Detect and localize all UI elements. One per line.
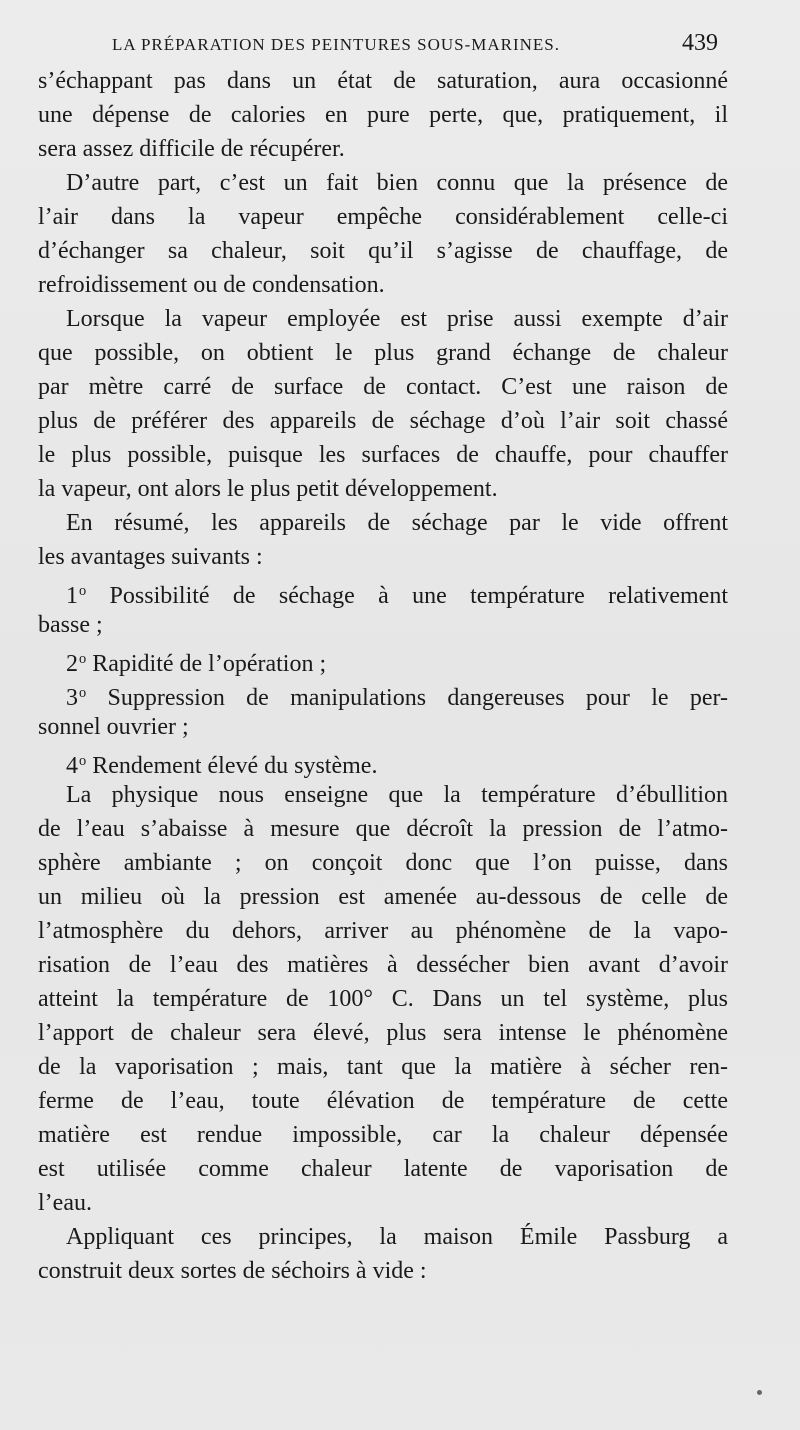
- line-text: la vapeur, ont alors le plus petit développement.: [38, 476, 498, 502]
- list-number: 4$^o$: [66, 752, 87, 779]
- text-line: [38, 948, 728, 982]
- line-text: construit deux sortes de séchoirs à vide :: [38, 1258, 427, 1284]
- text-line: [38, 1050, 728, 1084]
- line-text: l’eau.: [38, 1190, 92, 1216]
- line-text: par mètre carré de surface de contact. C’est une raison de: [38, 374, 728, 400]
- ordinal-mark: o: [79, 753, 87, 769]
- line-text: sera assez difficile de récupérer.: [38, 136, 345, 162]
- line-text: l’apport de chaleur sera élevé, plus sera intense le phénomène: [38, 1020, 728, 1046]
- line-text: plus de préférer des appareils de séchage d’où l’air soit chassé: [38, 408, 728, 434]
- text-line: [38, 200, 728, 234]
- text-line: [38, 1152, 728, 1186]
- text-line: [38, 812, 728, 846]
- line-text: de l’eau s’abaisse à mesure que décroît la pression de l’atmo-: [38, 816, 728, 842]
- line-text: Lorsque la vapeur employée est prise aussi exempte d’air: [66, 306, 728, 332]
- text-line: [38, 404, 728, 438]
- line-text: matière est rendue impossible, car la chaleur dépensée: [38, 1122, 728, 1148]
- line-text: atteint la température de 100° C. Dans un tel système, plus: [38, 986, 728, 1012]
- line-text: de la vaporisation ; mais, tant que la matière à sécher ren-: [38, 1054, 728, 1080]
- text-line: [38, 608, 728, 642]
- text-line: [38, 132, 728, 166]
- list-number: 3$^o$: [66, 684, 87, 711]
- text-line: [38, 710, 728, 744]
- text-line: [38, 744, 728, 778]
- line-text: une dépense de calories en pure perte, que, pratiquement, il: [38, 102, 728, 128]
- line-text: Appliquant ces principes, la maison Émile Passburg a: [66, 1224, 728, 1250]
- line-text: Rendement élevé du système.: [92, 752, 378, 779]
- text-line: [38, 880, 728, 914]
- list-number: 2$^o$: [66, 650, 87, 677]
- text-line: [38, 268, 728, 302]
- running-head: [112, 30, 718, 64]
- line-text: un milieu où la pression est amenée au-dessous de celle de: [38, 884, 728, 910]
- line-text: l’atmosphère du dehors, arriver au phénomène de la vapo-: [38, 918, 728, 944]
- line-text: refroidissement ou de condensation.: [38, 272, 385, 298]
- print-speck: [757, 1390, 762, 1395]
- text-line: [38, 64, 728, 98]
- text-line: [38, 574, 728, 608]
- line-text: Suppression de manipulations dangereuses pour le per-: [107, 684, 728, 711]
- text-line: [38, 438, 728, 472]
- line-text: d’échanger sa chaleur, soit qu’il s’agisse de chauffage, de: [38, 238, 728, 264]
- line-text: l’air dans la vapeur empêche considérablement celle-ci: [38, 204, 728, 230]
- ordinal-mark: o: [79, 583, 87, 599]
- text-line: [38, 914, 728, 948]
- text-line: [38, 98, 728, 132]
- line-text: ferme de l’eau, toute élévation de température de cette: [38, 1088, 728, 1114]
- text-line: [38, 982, 728, 1016]
- line-text: s’échappant pas dans un état de saturation, aura occasionné: [38, 68, 728, 94]
- text-line: [38, 540, 728, 574]
- text-line: [38, 846, 728, 880]
- text-line: [38, 472, 728, 506]
- running-title: LA PRÉPARATION DES PEINTURES SOUS-MARINES.: [112, 35, 561, 54]
- line-text: En résumé, les appareils de séchage par le vide offrent: [66, 510, 728, 536]
- text-line: [38, 1220, 728, 1254]
- body-text: [38, 64, 728, 1288]
- line-text: risation de l’eau des matières à dessécher bien avant d’avoir: [38, 952, 728, 978]
- text-line: [38, 642, 728, 676]
- line-text: Rapidité de l’opération ;: [92, 650, 327, 677]
- text-line: [38, 234, 728, 268]
- line-text: le plus possible, puisque les surfaces de chauffe, pour chauffer: [38, 442, 728, 468]
- line-text: sphère ambiante ; on conçoit donc que l’on puisse, dans: [38, 850, 728, 876]
- text-line: [38, 302, 728, 336]
- list-number: 1$^o$: [66, 582, 87, 609]
- line-text: est utilisée comme chaleur latente de vaporisation de: [38, 1156, 728, 1182]
- line-text: que possible, on obtient le plus grand échange de chaleur: [38, 340, 728, 366]
- text-line: [38, 336, 728, 370]
- line-text: D’autre part, c’est un fait bien connu que la présence de: [66, 170, 728, 196]
- page-number: 439: [682, 30, 718, 56]
- line-text: les avantages suivants :: [38, 544, 263, 570]
- text-line: [38, 370, 728, 404]
- text-line: [38, 1084, 728, 1118]
- ordinal-mark: o: [79, 651, 87, 667]
- text-line: [38, 166, 728, 200]
- text-line: [38, 676, 728, 710]
- text-line: [38, 1118, 728, 1152]
- text-line: [38, 778, 728, 812]
- ordinal-mark: o: [79, 685, 87, 701]
- text-line: [38, 506, 728, 540]
- line-text: basse ;: [38, 612, 103, 638]
- text-line: [38, 1186, 728, 1220]
- text-line: [38, 1016, 728, 1050]
- text-line: [38, 1254, 728, 1288]
- line-text: Possibilité de séchage à une température relativement: [109, 582, 729, 609]
- line-text: sonnel ouvrier ;: [38, 714, 189, 740]
- line-text: La physique nous enseigne que la température d’ébullition: [66, 782, 728, 808]
